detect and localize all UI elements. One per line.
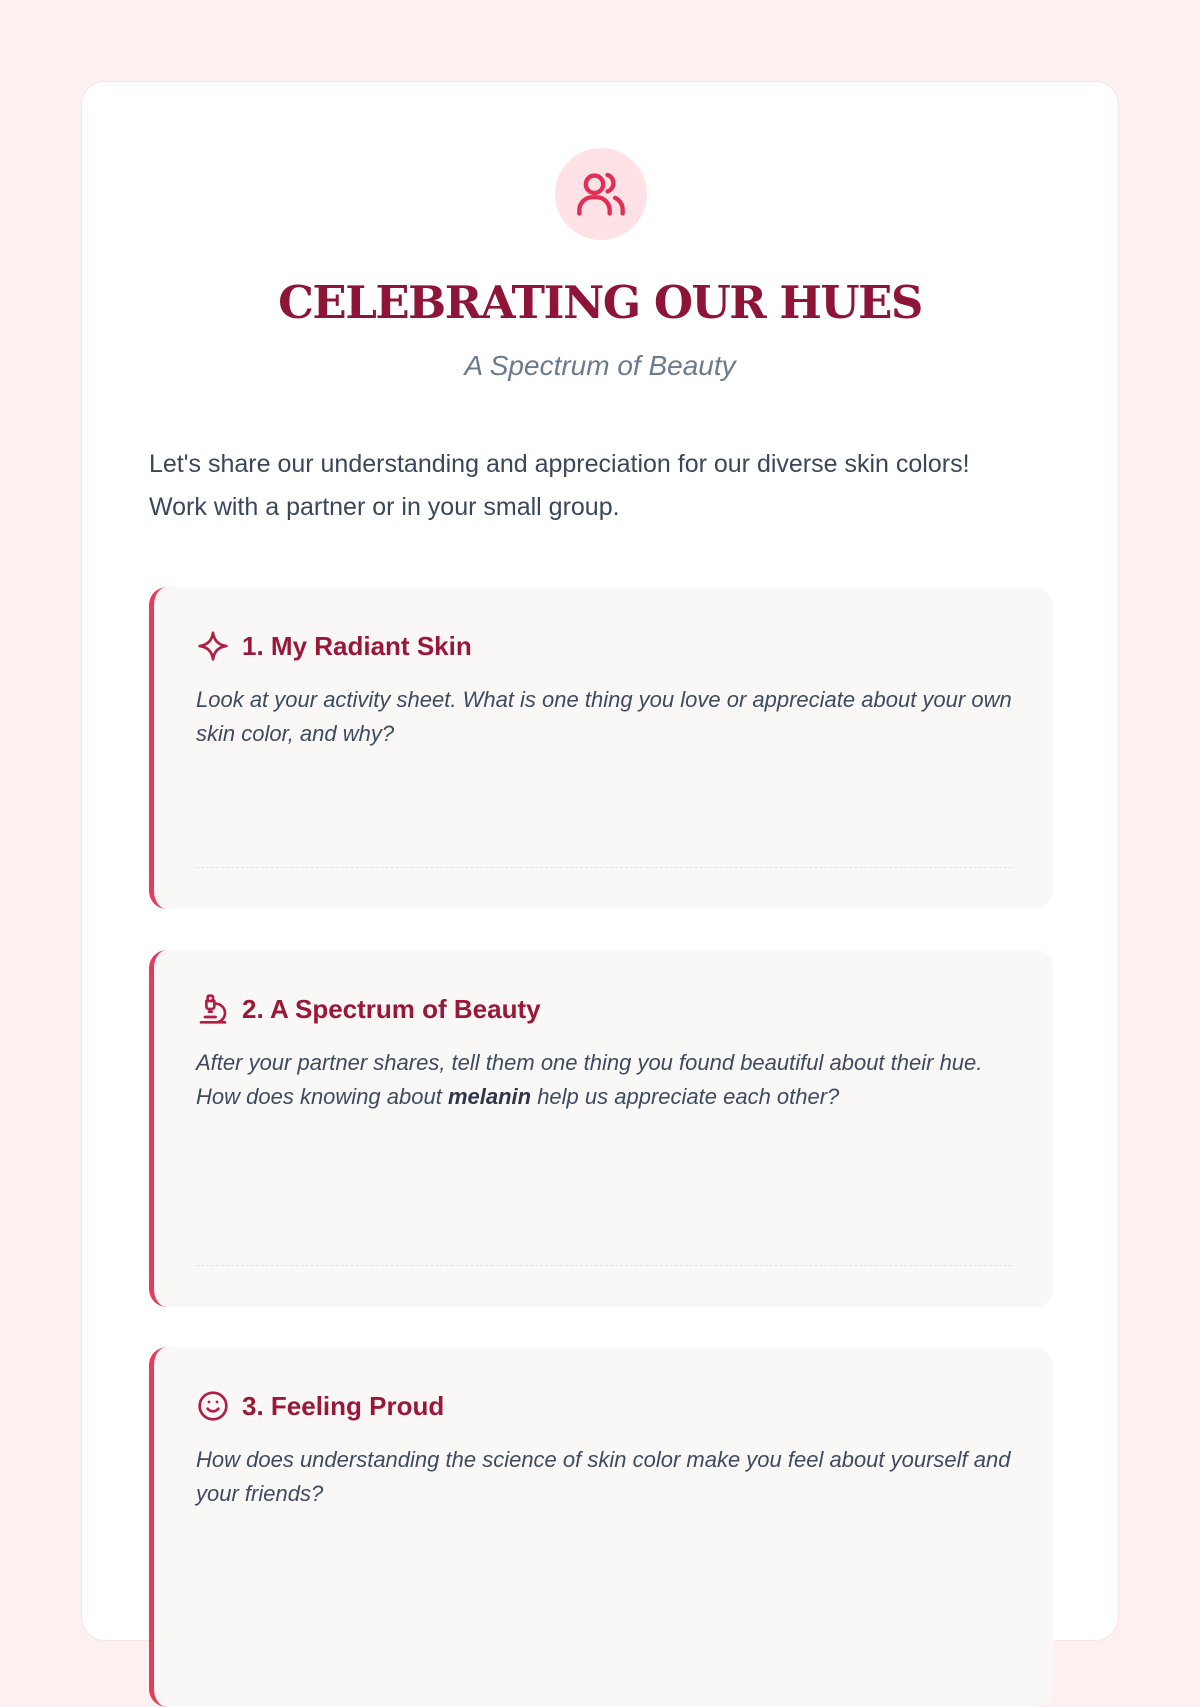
question-text-part: After your partner shares, tell them one thing you found beautiful about their hue. How does knowing about [196,1050,983,1109]
question-card-2 [149,950,1053,1307]
question-title: 3. Feeling Proud [242,1390,445,1421]
question-card-1 [149,587,1053,909]
answer-line[interactable] [196,1265,1012,1266]
question-title: 2. A Spectrum of Beauty [242,993,541,1024]
question-text-part: help us appreciate each other? [531,1084,840,1109]
question-card-3 [149,1347,1053,1707]
question-text [196,1046,1016,1114]
smile-icon [196,1389,230,1423]
microscope-icon [196,992,230,1026]
question-text: Look at your activity sheet. What is one thing you love or appreciate about your own skin color, and why? [196,687,1012,746]
question-title: 1. My Radiant Skin [242,630,472,661]
worksheet-card [81,81,1119,1641]
keyword-melanin: melanin [447,1084,532,1109]
question-text: How does understanding the science of skin color make you feel about yourself and your friends? [196,1447,1011,1506]
sparkle-icon [196,629,230,663]
answer-line[interactable] [196,867,1012,868]
intro-text: Let's share our understanding and appreciation for our diverse skin colors! Work with a partner or in your small group. [149,450,970,521]
page-title: CELEBRATING OUR HUES [278,276,922,329]
users-icon [575,168,627,220]
question-header [196,1389,444,1423]
question-header [196,992,541,1026]
header-icon-badge [555,148,647,240]
page-subtitle: A Spectrum of Beauty [464,350,736,381]
question-header [196,629,472,663]
